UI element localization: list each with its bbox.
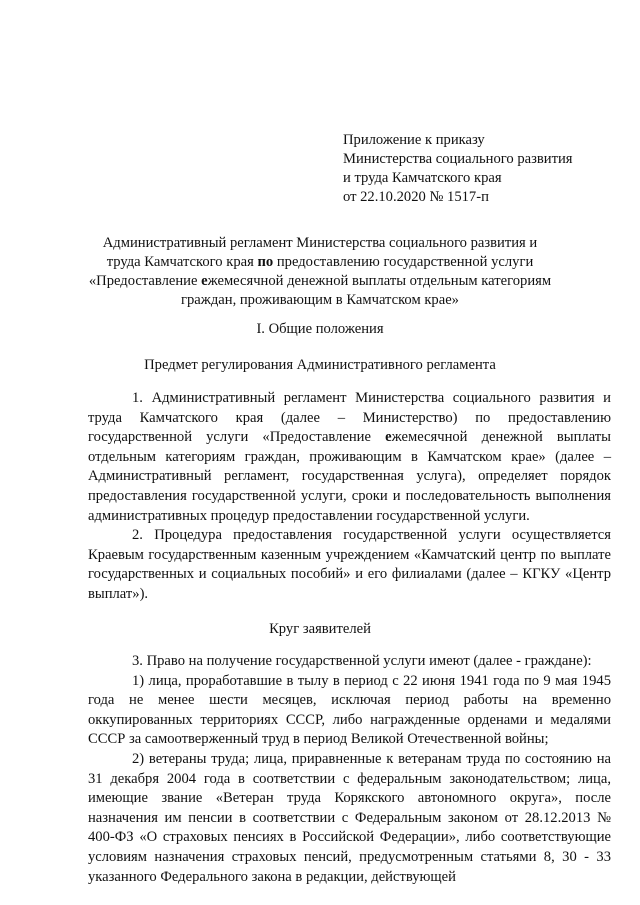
title-bold-text: по [257,254,274,270]
subsection-heading: Предмет регулирования Административного регламента [144,357,496,373]
paragraph-3: 3. Право на получение государственной услуги имеют (далее - граждане): [132,653,592,669]
section-heading: I. Общие положения [256,321,384,337]
appendix-order-date-number: от 22.10.2020 № 1517-п [343,189,489,205]
subsection-heading: Круг заявителей [269,621,371,637]
paragraph-text: 1. Административный регламент Министерства социального развития и труда Камчатского края (далее – Министерство) по предоставлению государственной услуги «Предоставление [88,390,611,446]
appendix-line: и труда Камчатского края [343,170,502,186]
title-text: жемесячной денежной выплаты отдельным категориям граждан, проживающим в Камчатском крае» [181,273,552,308]
paragraph-2: 2. Процедура предоставления государственной услуги осуществляется Краевым государственным казенным учреждением «Камчатский центр по выплате государственных и социальных пособий» и его филиалами (далее – КГКУ «Центр выплат»). [88,527,611,602]
paragraph-3-item-1: 1) лица, проработавшие в тылу в период с 22 июня 1941 года по 9 мая 1945 года не менее шести месяцев, исключая период работы на временно оккупированных территориях СССР, либо награжденные орденами и медалями СССР за самоотверженный труд в период Великой Отечественной войны; [88,672,611,748]
section-1-body [88,389,611,605]
title-text: Административный регламент Министерства социального развития и труда Камчатского края [102,235,538,270]
document-title [88,234,552,310]
appendix-block [343,131,633,207]
appendix-line: Приложение к приказу [343,132,485,148]
paragraph-1 [88,389,611,526]
paragraph-bold-text: е [385,429,392,446]
paragraph-3-item-2: 2) ветераны труда; лица, приравненные к ветеранам труда по состоянию на 31 декабря 2004 года в соответствии с федеральным законодательством; лица, имеющие звание «Ветеран труда Корякского автономного округа», после назначения им пенсии в соответствии с Федеральным законом от 28.12.2013 № 400-ФЗ «О страховых пенсиях в Российской Федерации», либо соответствующие условиям назначения страховых пенсий, предусмотренным статьями 8, 30 - 33 указанного Федерального закона в редакции, действующей [88,750,611,885]
appendix-line: Министерства социального развития [343,151,573,167]
title-text: предоставлению государственной услуги «Предоставление [88,254,534,289]
title-bold-text: е [201,273,208,289]
paragraph-text: жемесячной денежной выплаты отдельным категориям граждан, проживающим в Камчатском крае» (далее – Административный регламент, государственная услуга), определяет порядок предоставления государственной услуги, сроки и последовательность выполнения административных процедур предоставлении государственной услуги. [88,429,611,524]
section-applicants-body [88,652,611,887]
